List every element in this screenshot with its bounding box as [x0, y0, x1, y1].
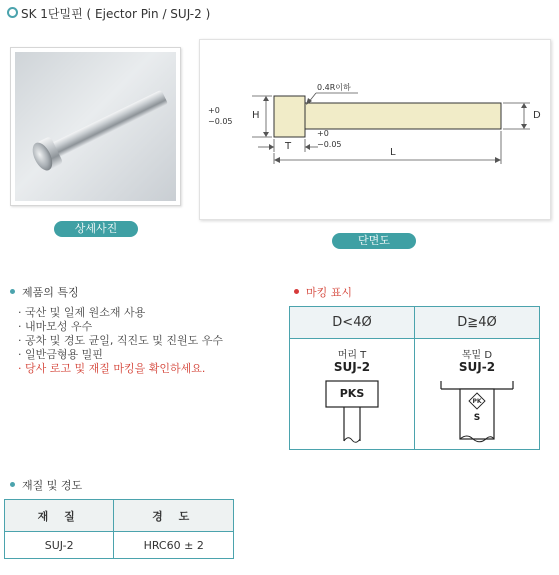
- radius-note: 0.4R이하: [317, 83, 351, 92]
- material-table: [4, 499, 234, 559]
- dim-h-label: H: [252, 110, 260, 121]
- feature-item: · 내마모성 우수: [18, 320, 93, 333]
- material-bullet-icon: [10, 482, 15, 487]
- tol-head-plus: +0: [208, 106, 220, 115]
- feature-item: · 일반금형용 밀핀: [18, 348, 103, 361]
- features-heading: 제품의 특징: [22, 286, 79, 299]
- marking-col2-mark-bottom: S: [473, 413, 481, 423]
- page-title: SK 1단밀핀 ( Ejector Pin / SUJ-2 ): [21, 7, 211, 21]
- marking-table: [289, 306, 540, 450]
- marking-col1-caption: 머리 T: [337, 350, 367, 361]
- marking-col1-material: SUJ-2: [333, 360, 371, 374]
- feature-item: · 공차 및 경도 균일, 직진도 및 진원도 우수: [18, 334, 223, 347]
- dim-t-label: T: [285, 141, 292, 152]
- cross-section-drawing: [199, 39, 551, 220]
- marking-bullet-icon: [294, 289, 299, 294]
- tol-t-plus: +0: [317, 129, 329, 138]
- title-bullet-icon: [7, 7, 18, 18]
- tol-head-minus: −0.05: [208, 117, 233, 126]
- marking-heading: 마킹 표시: [306, 286, 353, 299]
- material-col-header: 재 질: [5, 500, 114, 532]
- dimension-drawing: [200, 40, 550, 219]
- marking-col1-header: D<4Ø: [290, 307, 415, 339]
- material-cell: SUJ-2: [5, 532, 114, 559]
- marking-col2-caption: 목밑 D: [461, 350, 493, 361]
- hardness-cell: HRC60 ± 2: [114, 532, 234, 559]
- feature-item-notice: · 당사 로고 및 재질 마킹을 확인하세요.: [18, 362, 206, 375]
- product-photo: [10, 47, 181, 206]
- features-list: [18, 306, 223, 376]
- marking-col2-mark-top: PK: [472, 398, 482, 405]
- ejector-pin-image: [15, 52, 176, 201]
- dim-d-label: D: [533, 110, 541, 121]
- table-row: [5, 532, 234, 559]
- features-bullet-icon: [10, 289, 15, 294]
- feature-item: · 국산 및 일제 원소재 사용: [18, 306, 146, 319]
- photo-label-badge: 상세사진: [54, 221, 138, 237]
- tol-t-minus: −0.05: [317, 140, 342, 149]
- marking-col2-material: SUJ-2: [458, 360, 496, 374]
- marking-col2-header: D≧4Ø: [415, 307, 539, 339]
- material-heading: 재질 및 경도: [22, 479, 83, 492]
- dim-l-label: L: [390, 147, 396, 158]
- marking-col1-mark: PKS: [339, 387, 365, 400]
- drawing-label-badge: 단면도: [332, 233, 416, 249]
- hardness-col-header: 경 도: [114, 500, 234, 532]
